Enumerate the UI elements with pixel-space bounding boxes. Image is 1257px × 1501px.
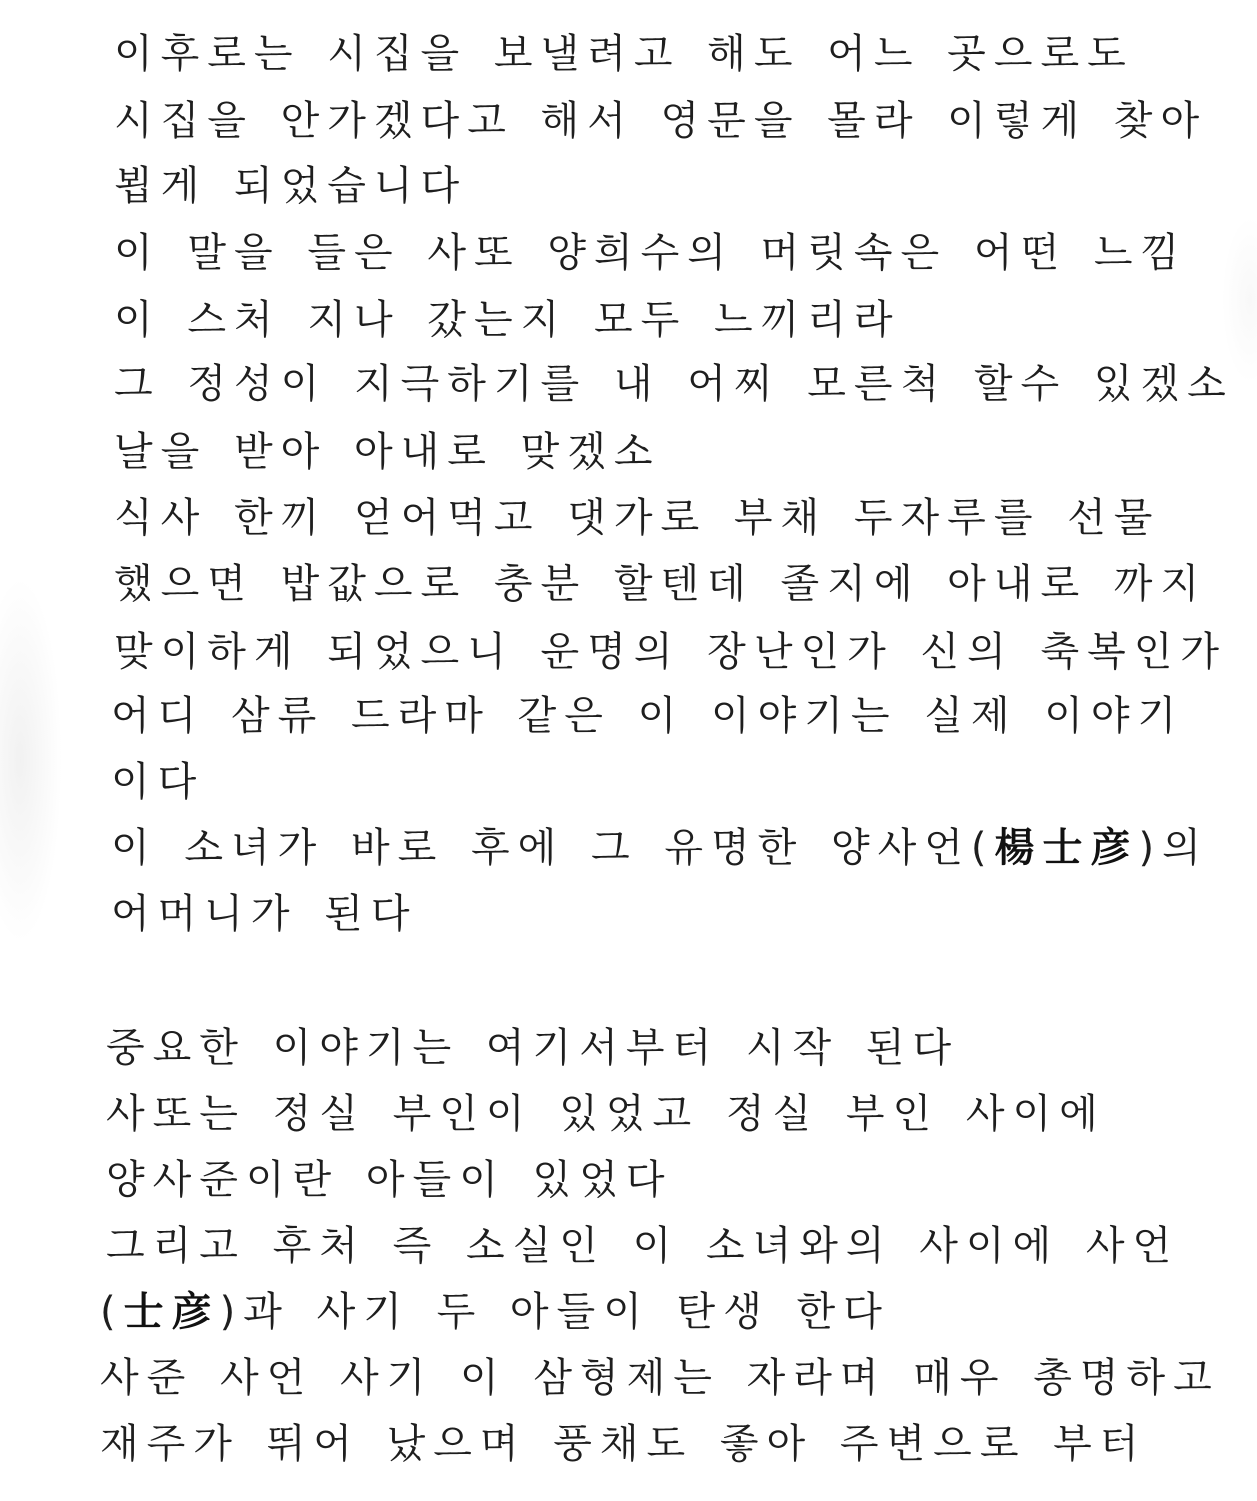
text-line: 식사 한끼 얻어먹고 댓가로 부채 두자루를 선물 bbox=[114, 495, 1161, 541]
text-line: 양사준이란 아들이 있었다 bbox=[106, 1157, 673, 1203]
text-line: 이 스처 지나 갔는지 모두 느끼리라 bbox=[114, 297, 901, 343]
text-line: 어디 삼류 드라마 같은 이 이야기는 실제 이야기 bbox=[111, 693, 1185, 739]
text-line: 이다 bbox=[111, 759, 205, 805]
text-segment: )과 사기 두 아들이 탄생 한다 bbox=[219, 1289, 890, 1335]
text-line: 시집을 안가겠다고 해서 영문을 몰라 이렇게 찾아 bbox=[114, 98, 1208, 144]
text-line: 날을 받아 아내로 맞겠소 bbox=[114, 429, 661, 475]
text-segment: )의 bbox=[1138, 825, 1209, 871]
text-line: 중요한 이야기는 여기서부터 시작 된다 bbox=[106, 1025, 960, 1071]
text-line: 사준 사언 사기 이 삼형제는 자라며 매우 총명하고 bbox=[100, 1355, 1220, 1401]
text-line: 이 말을 들은 사또 양희수의 머릿속은 어떤 느낌 bbox=[114, 230, 1188, 276]
text-line: 그리고 후처 즉 소실인 이 소녀와의 사이에 사언 bbox=[106, 1223, 1180, 1269]
text-line: 했으면 밥값으로 충분 할텐데 졸지에 아내로 까지 bbox=[114, 561, 1208, 607]
text-line: 어머니가 된다 bbox=[111, 891, 418, 937]
text-segment: ( bbox=[100, 1289, 124, 1335]
text-line bbox=[100, 1288, 890, 1336]
text-line bbox=[111, 824, 1209, 872]
text-line: 그 정성이 지극하기를 내 어찌 모른척 할수 있겠소 bbox=[114, 361, 1234, 407]
hanja-name: 士彦 bbox=[123, 1288, 220, 1335]
text-line: 사또는 정실 부인이 있었고 정실 부인 사이에 bbox=[106, 1091, 1106, 1137]
text-line: 이후로는 시집을 보낼려고 해도 어느 곳으로도 bbox=[114, 31, 1134, 77]
text-segment: 이 소녀가 바로 후에 그 유명한 양사언( bbox=[111, 825, 995, 871]
text-line: 맞이하게 되었으니 운명의 장난인가 신의 축복인가 bbox=[114, 629, 1228, 675]
text-line: 뵙게 되었습니다 bbox=[114, 163, 468, 209]
hanja-name: 楊士彦 bbox=[994, 824, 1139, 871]
text-line: 재주가 뛰어 났으며 풍채도 좋아 주변으로 부터 bbox=[100, 1421, 1147, 1467]
